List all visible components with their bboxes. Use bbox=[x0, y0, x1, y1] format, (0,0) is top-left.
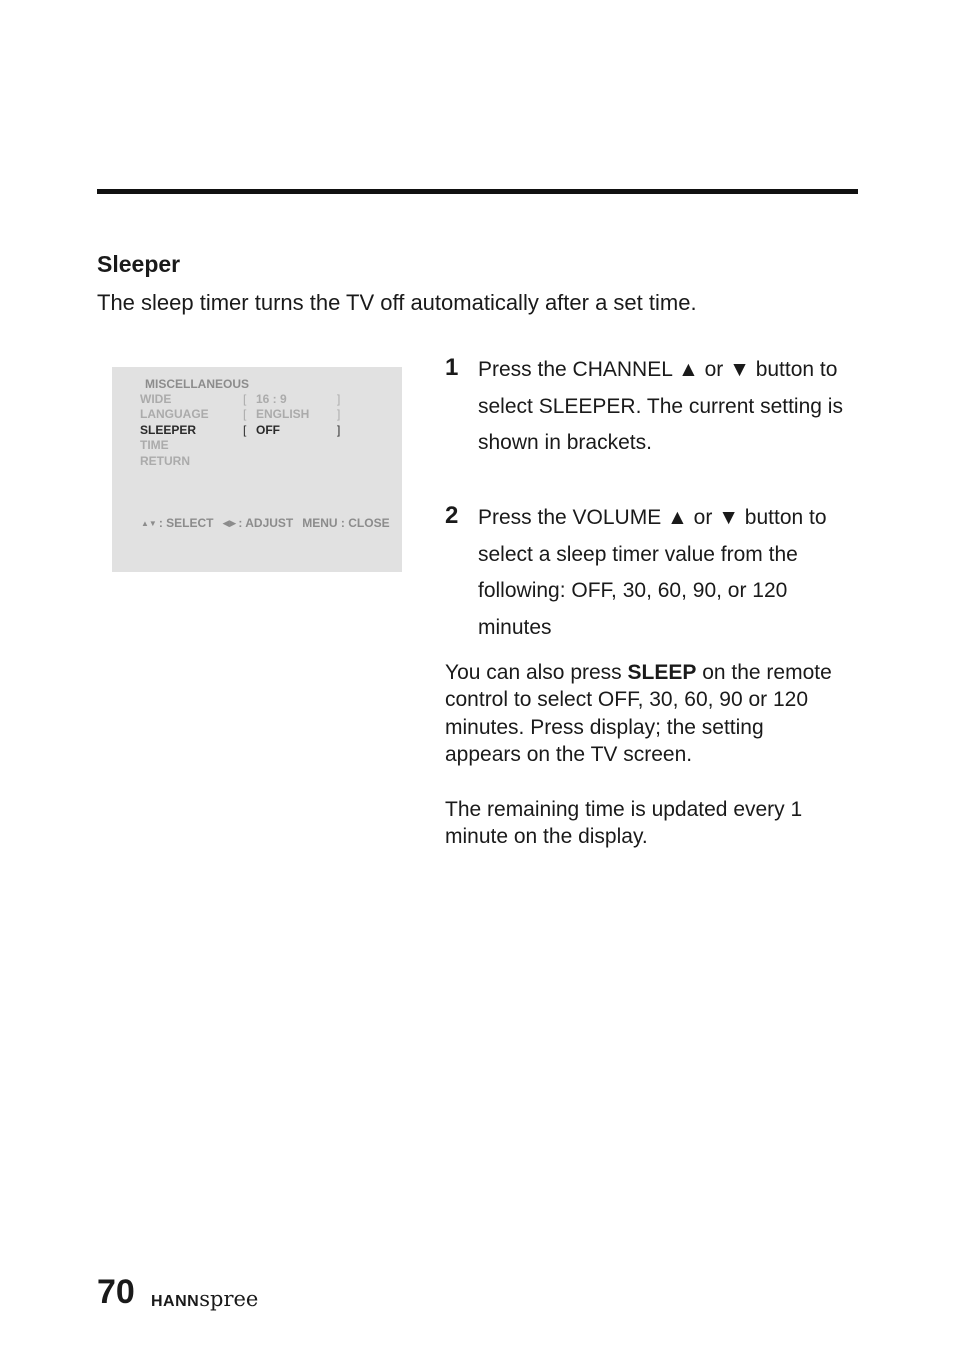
osd-right-bracket: ] bbox=[337, 392, 341, 406]
osd-row-label: WIDE bbox=[140, 392, 172, 406]
left-right-arrows-icon: ◀▶ bbox=[222, 517, 237, 528]
osd-row-value: OFF bbox=[256, 423, 280, 437]
osd-menu-footer bbox=[141, 516, 390, 530]
step-2-text: Press the VOLUME ▲ or ▼ button to select a sleep timer value from the following: OFF, 30, 60, 90, or 120 minutes bbox=[478, 506, 827, 639]
note-remaining-time: The remaining time is updated every 1 minute on the display. bbox=[445, 798, 803, 849]
osd-row-sleeper bbox=[140, 423, 360, 438]
brand-light: spree bbox=[199, 1287, 259, 1311]
osd-row-language bbox=[140, 407, 360, 422]
step-1-text: Press the CHANNEL ▲ or ▼ button to select SLEEPER. The current setting is shown in brackets. bbox=[478, 358, 843, 454]
intro-text: The sleep timer turns the TV off automatically after a set time. bbox=[97, 290, 697, 315]
osd-row-label: TIME bbox=[140, 438, 169, 452]
note-bold-sleep: SLEEP bbox=[627, 661, 697, 684]
osd-row-label: LANGUAGE bbox=[140, 407, 209, 421]
step-1-number: 1 bbox=[445, 354, 459, 381]
brand-bold: HANN bbox=[151, 1293, 200, 1310]
osd-left-bracket: [ bbox=[243, 407, 247, 421]
osd-left-bracket: [ bbox=[243, 423, 247, 437]
osd-menu-screenshot bbox=[112, 367, 402, 572]
osd-row-label: SLEEPER bbox=[140, 423, 197, 437]
note-text: You can also press bbox=[445, 661, 628, 684]
page-number: 70 bbox=[97, 1273, 135, 1311]
osd-menu-title: MISCELLANEOUS bbox=[145, 377, 250, 391]
osd-right-bracket: ] bbox=[337, 407, 341, 421]
osd-row-value: ENGLISH bbox=[256, 407, 310, 421]
osd-row-value: 16 : 9 bbox=[256, 392, 287, 406]
up-down-arrows-icon: ▲▼ bbox=[141, 518, 157, 528]
note-sleep-button bbox=[445, 659, 845, 768]
step-2-number: 2 bbox=[445, 502, 459, 529]
osd-row-return bbox=[140, 454, 360, 469]
brand-logo bbox=[151, 1286, 258, 1312]
osd-select-hint: : SELECT bbox=[158, 516, 214, 530]
osd-left-bracket: [ bbox=[243, 392, 247, 406]
osd-row-label: RETURN bbox=[140, 454, 190, 468]
osd-adjust-hint: : ADJUST bbox=[238, 516, 294, 530]
note-text: on the remote control to select OFF, 30, 60, 90 or 120 minutes. Press display; the setting appears on the TV screen. bbox=[445, 661, 832, 766]
osd-row-time bbox=[140, 438, 360, 453]
section-title: Sleeper bbox=[97, 251, 181, 277]
osd-right-bracket: ] bbox=[337, 423, 341, 437]
osd-close-hint: MENU : CLOSE bbox=[302, 516, 390, 530]
top-rule bbox=[97, 189, 858, 194]
osd-row-wide bbox=[140, 392, 360, 407]
